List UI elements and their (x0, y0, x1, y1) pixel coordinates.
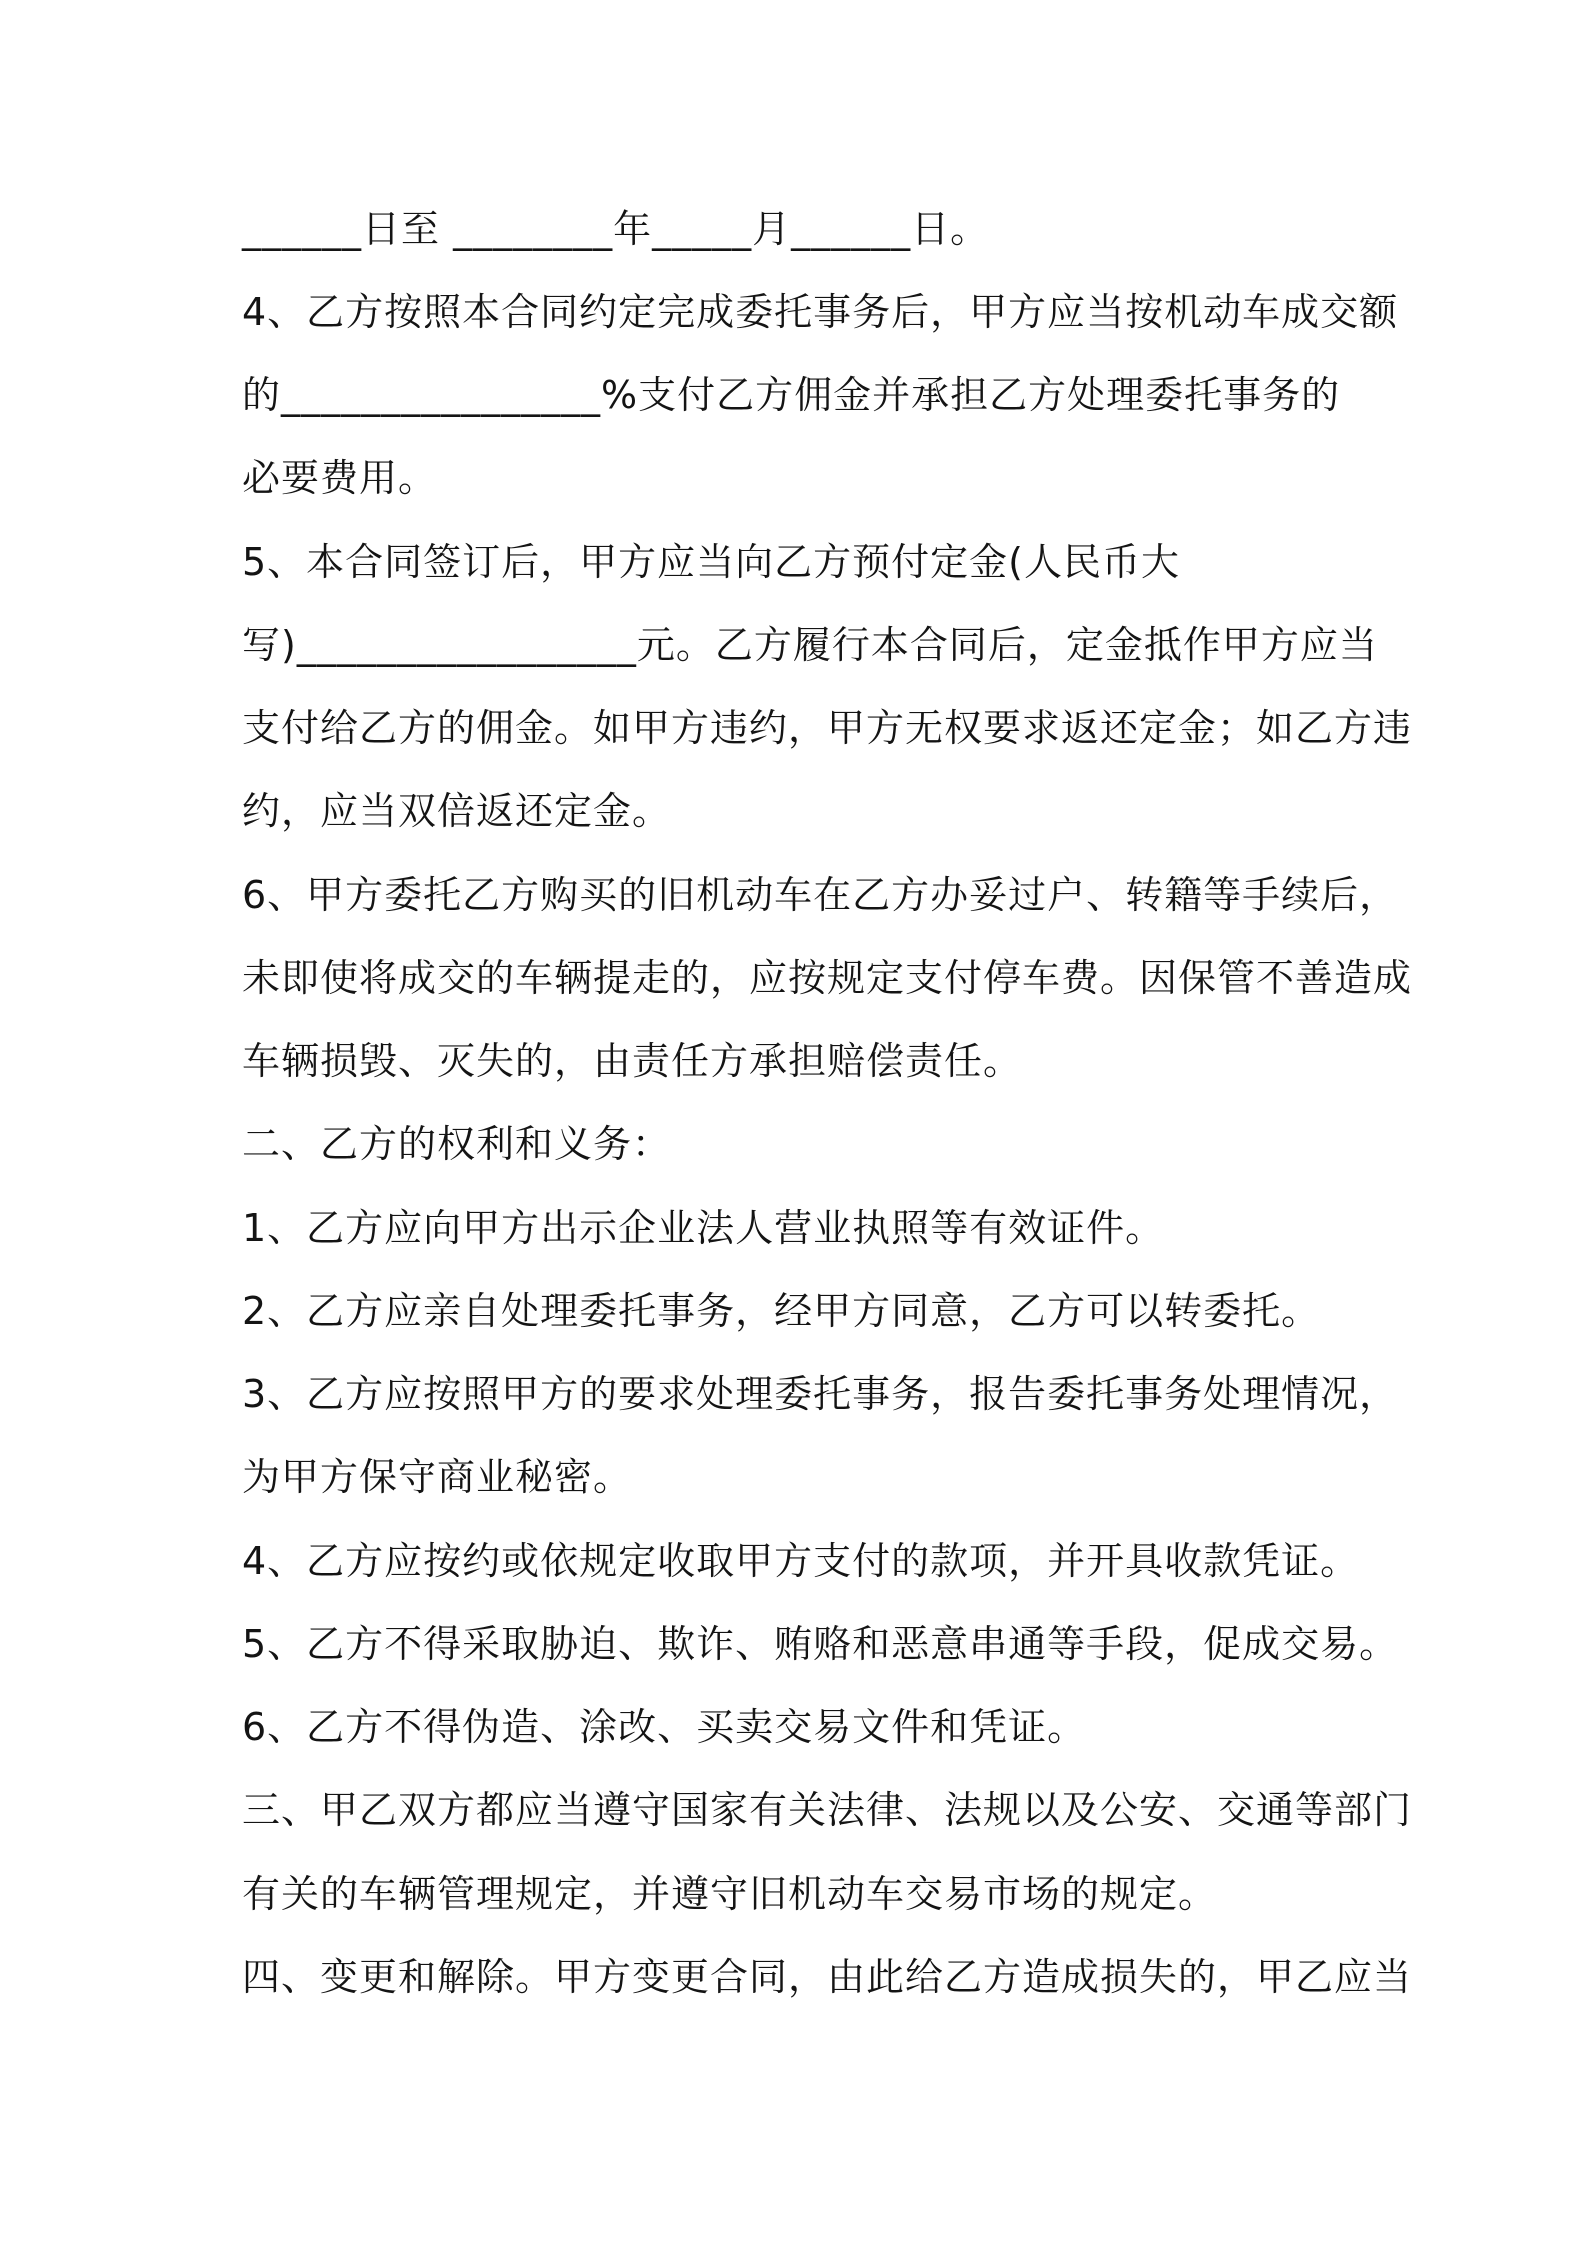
text-line: 6、乙方不得伪造、涂改、买卖交易文件和凭证。 (242, 1705, 1087, 1749)
section-heading: 三、甲乙双方都应当遵守国家有关法律、法规以及公安、交通等部门 (242, 1788, 1413, 1832)
text-line: 5、乙方不得采取胁迫、欺诈、贿赂和恶意串通等手段，促成交易。 (242, 1622, 1399, 1666)
text-line: 有关的车辆管理规定，并遵守旧机动车交易市场的规定。 (242, 1872, 1218, 1916)
text-line: 2、乙方应亲自处理委托事务，经甲方同意，乙方可以转委托。 (242, 1289, 1321, 1333)
text-line: 车辆损毁、灭失的，由责任方承担赔偿责任。 (242, 1039, 1023, 1083)
text-line: 3、乙方应按照甲方的要求处理委托事务，报告委托事务处理情况， (242, 1372, 1399, 1416)
text-line: 未即使将成交的车辆提走的，应按规定支付停车费。因保管不善造成 (242, 956, 1413, 1000)
text-line: 的________________%支付乙方佣金并承担乙方处理委托事务的 (242, 373, 1341, 417)
text-line: 为甲方保守商业秘密。 (242, 1455, 633, 1499)
text-line: 支付给乙方的佣金。如甲方违约，甲方无权要求返还定金；如乙方违 (242, 706, 1413, 750)
text-line: 4、乙方应按约或依规定收取甲方支付的款项，并开具收款凭证。 (242, 1539, 1360, 1583)
text-line: 写)_________________元。乙方履行本合同后，定金抵作甲方应当 (242, 623, 1378, 667)
text-line: 6、甲方委托乙方购买的旧机动车在乙方办妥过户、转籍等手续后， (242, 873, 1399, 917)
text-line: 4、乙方按照本合同约定完成委托事务后，甲方应当按机动车成交额 (242, 290, 1399, 334)
section-heading: 二、乙方的权利和义务： (242, 1122, 672, 1166)
text-line: ______日至 ________年_____月______日。 (242, 207, 990, 251)
text-line: 5、本合同签订后，甲方应当向乙方预付定金(人民币大 (242, 540, 1181, 584)
text-line: 1、乙方应向甲方出示企业法人营业执照等有效证件。 (242, 1206, 1165, 1250)
text-line: 必要费用。 (242, 456, 438, 500)
text-line: 约，应当双倍返还定金。 (242, 789, 672, 833)
section-heading: 四、变更和解除。甲方变更合同，由此给乙方造成损失的，甲乙应当 (242, 1955, 1413, 1999)
